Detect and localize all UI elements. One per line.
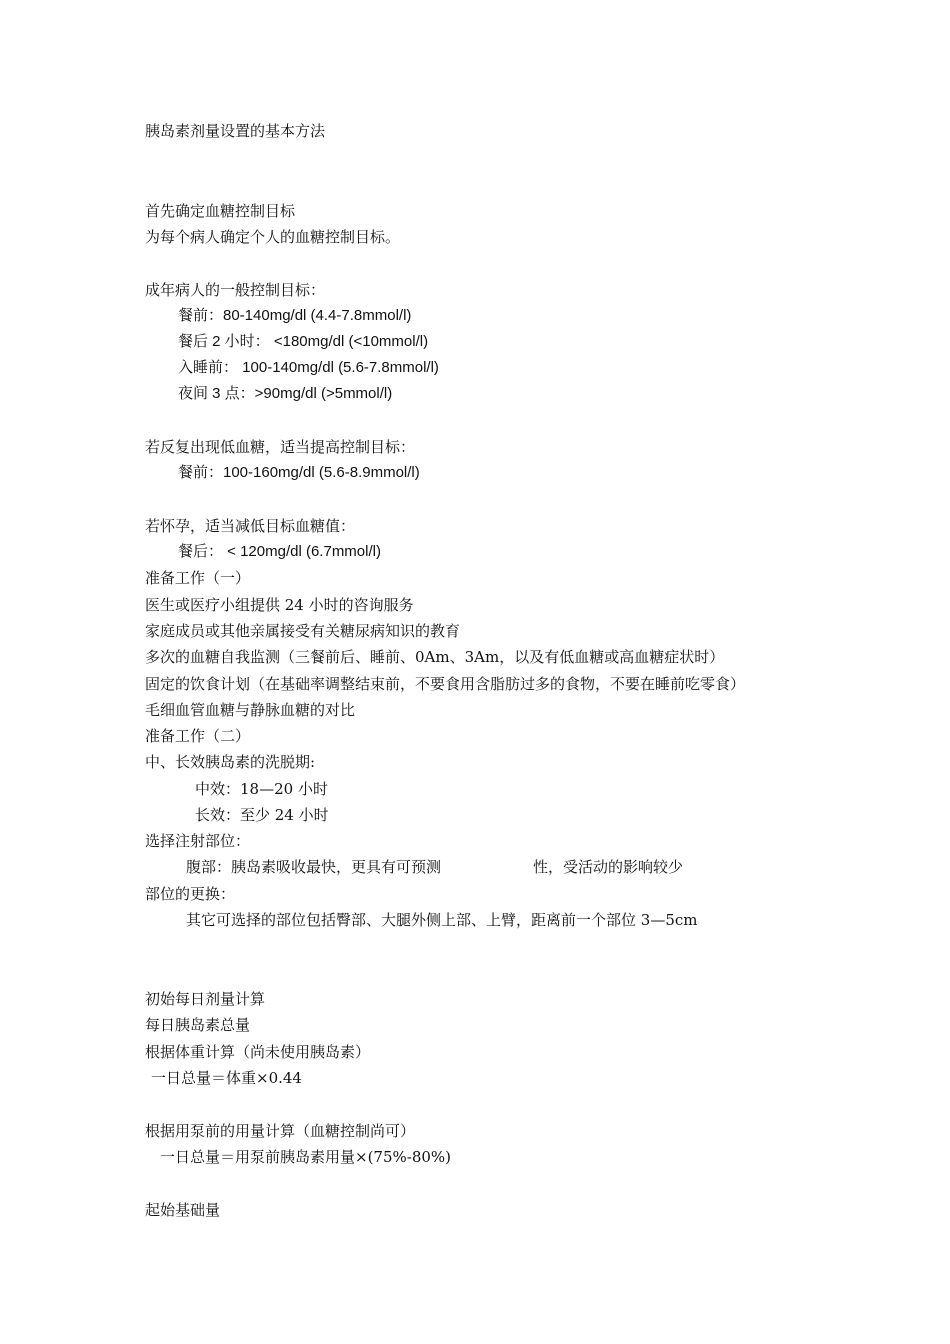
document-title: 胰岛素剂量设置的基本方法 bbox=[145, 122, 326, 140]
washout-item: 长效：至少 24 小时 bbox=[195, 806, 329, 824]
text-line: 为每个病人确定个人的血糖控制目标。 bbox=[145, 228, 401, 246]
prep1-heading: 准备工作（一） bbox=[145, 569, 251, 587]
pregnancy-item: 餐后： < 120mg/dl (6.7mmol/l) bbox=[178, 543, 381, 560]
pump-formula: 一日总量＝用泵前胰岛素用量×(75%-80%) bbox=[160, 1148, 452, 1166]
prep1-item: 医生或医疗小组提供 24 小时的咨询服务 bbox=[145, 596, 414, 614]
prep1-item: 固定的饮食计划（在基础率调整结束前，不要食用含脂肪过多的食物，不要在睡前吃零食） bbox=[145, 675, 746, 693]
pump-calc-heading: 根据用泵前的用量计算（血糖控制尚可） bbox=[145, 1122, 416, 1140]
prep1-item: 多次的血糖自我监测（三餐前后、睡前、0Am、3Am，以及有低血糖或高血糖症状时） bbox=[145, 648, 725, 666]
hypo-heading: 若反复出现低血糖，适当提高控制目标： bbox=[145, 438, 416, 456]
basal-heading: 起始基础量 bbox=[145, 1201, 221, 1219]
washout-heading: 中、长效胰岛素的洗脱期: bbox=[145, 753, 316, 771]
rotation-heading: 部位的更换： bbox=[145, 885, 236, 903]
site-item-part-a: 腹部：胰岛素吸收最快，更具有可预测 bbox=[186, 858, 442, 876]
adult-target-item: 夜间 3 点：>90mg/dl (>5mmol/l) bbox=[178, 385, 393, 402]
pregnancy-heading: 若怀孕，适当减低目标血糖值： bbox=[145, 517, 356, 535]
rotation-item: 其它可选择的部位包括臀部、大腿外侧上部、上臂，距离前一个部位 3—5cm bbox=[186, 911, 698, 929]
adult-target-heading: 成年病人的一般控制目标： bbox=[145, 281, 326, 299]
adult-target-item: 入睡前： 100-140mg/dl (5.6-7.8mmol/l) bbox=[178, 359, 439, 376]
site-item bbox=[186, 857, 683, 877]
adult-target-item: 餐前：80-140mg/dl (4.4-7.8mmol/l) bbox=[178, 307, 412, 324]
section-heading-target: 首先确定血糖控制目标 bbox=[145, 202, 296, 220]
site-heading: 选择注射部位： bbox=[145, 832, 251, 850]
daily-total-heading: 每日胰岛素总量 bbox=[145, 1016, 251, 1034]
weight-formula: 一日总量＝体重×0.44 bbox=[151, 1069, 302, 1087]
weight-calc-heading: 根据体重计算（尚未使用胰岛素） bbox=[145, 1043, 371, 1061]
adult-target-item: 餐后 2 小时： <180mg/dl (<10mmol/l) bbox=[178, 333, 429, 350]
prep1-item: 家庭成员或其他亲属接受有关糖尿病知识的教育 bbox=[145, 622, 461, 640]
hypo-item: 餐前：100-160mg/dl (5.6-8.9mmol/l) bbox=[178, 464, 420, 481]
initial-dose-heading: 初始每日剂量计算 bbox=[145, 990, 266, 1008]
prep2-heading: 准备工作（二） bbox=[145, 727, 251, 745]
prep1-item: 毛细血管血糖与静脉血糖的对比 bbox=[145, 701, 356, 719]
washout-item: 中效：18—20 小时 bbox=[195, 780, 328, 798]
site-item-part-b: 性，受活动的影响较少 bbox=[533, 858, 684, 876]
